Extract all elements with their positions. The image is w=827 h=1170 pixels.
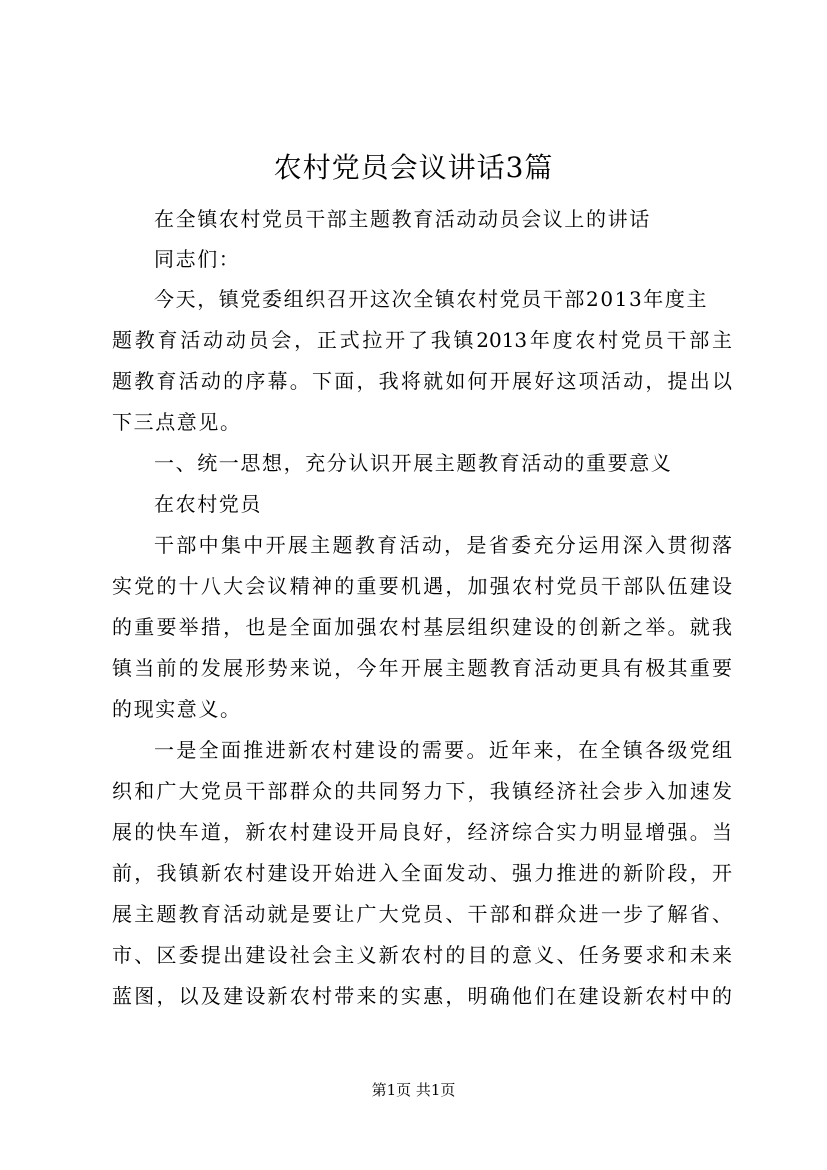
body-line: 展的快车道，新农村建设开局良好，经济综合实力明显增强。当 <box>112 820 732 844</box>
body-line: 在农村党员 <box>154 492 262 516</box>
body-line: 今天，镇党委组织召开这次全镇农村党员干部2013年度主 <box>154 287 709 311</box>
salutation-line: 同志们： <box>154 247 241 271</box>
document-title: 农村党员会议讲话3篇 <box>273 151 554 184</box>
body-line: 下三点意见。 <box>112 410 242 434</box>
subtitle-line: 在全镇农村党员干部主题教育活动动员会议上的讲话 <box>154 207 651 231</box>
body-line: 镇当前的发展形势来说，今年开展主题教育活动更具有极其重要 <box>112 656 732 680</box>
body-line: 的现实意义。 <box>112 697 242 721</box>
body-line: 题教育活动的序幕。下面，我将就如何开展好这项活动，提出以 <box>112 369 732 393</box>
body-line: 市、区委提出建设社会主义新农村的目的意义、任务要求和未来 <box>112 943 732 967</box>
body-line: 题教育活动动员会，正式拉开了我镇2013年度农村党员干部主 <box>112 328 732 352</box>
body-line: 一是全面推进新农村建设的需要。近年来，在全镇各级党组 <box>154 738 732 762</box>
body-line: 织和广大党员干部群众的共同努力下，我镇经济社会步入加速发 <box>112 779 732 803</box>
body-line: 蓝图，以及建设新农村带来的实惠，明确他们在建设新农村中的 <box>112 984 732 1008</box>
body-line: 展主题教育活动就是要让广大党员、干部和群众进一步了解省、 <box>112 902 732 926</box>
page-footer: 第1页 共1页 <box>371 1081 456 1099</box>
body-line: 前，我镇新农村建设开始进入全面发动、强力推进的新阶段，开 <box>112 861 732 885</box>
body-line: 实党的十八大会议精神的重要机遇，加强农村党员干部队伍建设 <box>112 574 732 598</box>
section-heading: 一、统一思想，充分认识开展主题教育活动的重要意义 <box>154 451 673 475</box>
body-line: 的重要举措，也是全面加强农村基层组织建设的创新之举。就我 <box>112 615 732 639</box>
body-line: 干部中集中开展主题教育活动，是省委充分运用深入贯彻落 <box>154 533 732 557</box>
